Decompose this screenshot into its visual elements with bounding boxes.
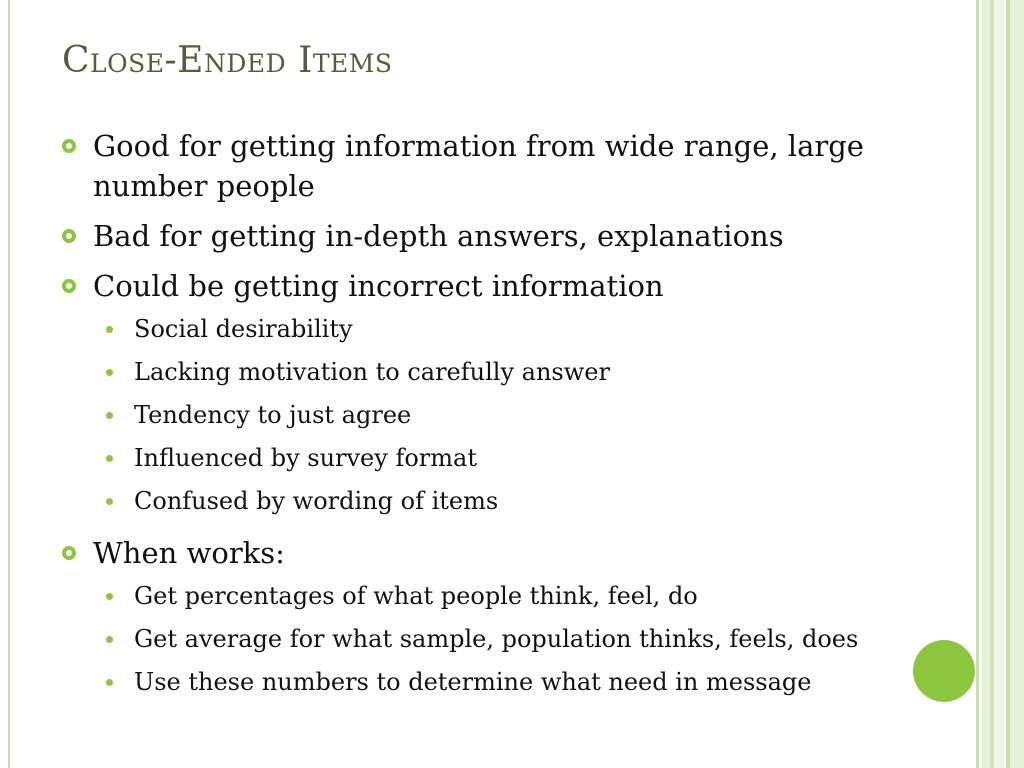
bullet-item [62, 533, 962, 704]
sub-bullet-text: Influenced by survey format [134, 444, 477, 472]
sub-bullet-item [62, 575, 962, 618]
dot-bullet-icon [106, 455, 113, 462]
sub-bullet-item [62, 618, 962, 661]
ring-bullet-icon [62, 139, 76, 153]
bullet-item [62, 266, 962, 523]
sub-bullet-item [62, 351, 962, 394]
dot-bullet-icon [106, 636, 113, 643]
bullet-list [62, 126, 962, 714]
green-circle-decoration [913, 640, 975, 702]
stripe [994, 0, 1004, 768]
sub-bullet-item [62, 661, 962, 704]
bullet-item [62, 216, 962, 256]
sub-bullet-text: Tendency to just agree [134, 401, 412, 429]
sub-bullet-list [93, 575, 962, 704]
stripe [976, 0, 979, 768]
sub-bullet-item [62, 480, 962, 523]
dot-bullet-icon [106, 679, 113, 686]
dot-bullet-icon [106, 369, 113, 376]
sub-bullet-item [62, 308, 962, 351]
ring-bullet-icon [62, 229, 76, 243]
bullet-item [62, 126, 962, 206]
sub-bullet-item [62, 437, 962, 480]
sub-bullet-text: Confused by wording of items [134, 487, 499, 515]
dot-bullet-icon [106, 412, 113, 419]
bullet-text: Good for getting information from wide range, large number people [93, 129, 864, 203]
bullet-text: Bad for getting in-depth answers, explanations [93, 219, 784, 253]
sub-bullet-text: Lacking motivation to carefully answer [134, 358, 610, 386]
bullet-text: Could be getting incorrect information [93, 269, 664, 303]
sub-bullet-list [93, 308, 962, 523]
sub-bullet-item [62, 394, 962, 437]
dot-bullet-icon [106, 326, 113, 333]
dot-bullet-icon [106, 593, 113, 600]
stripe [1010, 0, 1024, 768]
sub-bullet-text: Get average for what sample, population thinks, feels, does [134, 625, 859, 653]
bullet-text: When works: [93, 536, 285, 570]
sub-bullet-text: Get percentages of what people think, feel, do [134, 582, 698, 610]
stripe [982, 0, 990, 768]
slide-title: Close-Ended Items [62, 40, 393, 81]
left-border-line [8, 0, 10, 768]
dot-bullet-icon [106, 498, 113, 505]
sub-bullet-text: Use these numbers to determine what need in message [134, 668, 812, 696]
ring-bullet-icon [62, 546, 76, 560]
ring-bullet-icon [62, 279, 76, 293]
right-decorative-stripes [976, 0, 1024, 768]
sub-bullet-text: Social desirability [134, 315, 353, 343]
